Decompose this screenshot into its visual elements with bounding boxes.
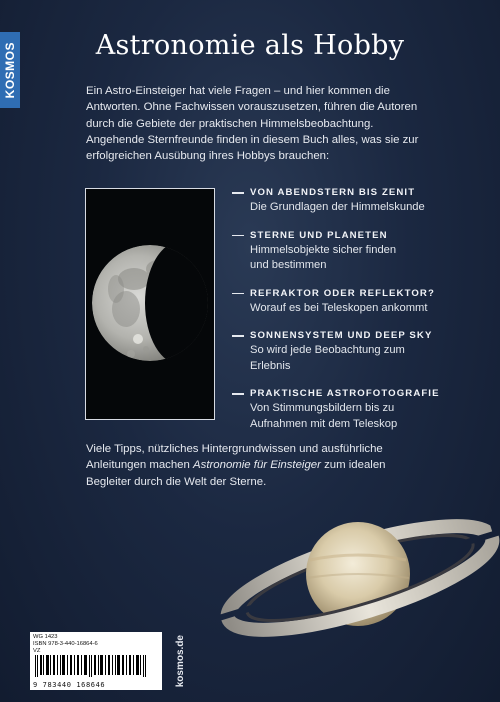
dash-bullet — [232, 393, 244, 395]
moon-image — [86, 189, 213, 418]
vz-code: VZ — [33, 648, 41, 654]
feature-list — [234, 186, 484, 445]
outro-text-start: Viele Tipps, nützliches Hintergrundwissen und ausführliche Anleitungen machen — [86, 443, 383, 472]
isbn: ISBN 978-3-440-16864-6 — [33, 641, 98, 647]
website — [174, 632, 186, 690]
feature-text: Von Stimmungsbildern bis zu Aufnahmen mit dem Teleskop — [250, 402, 398, 430]
outro-text-end: zum idealen Begleiter durch die Welt der Sterne. — [86, 459, 386, 488]
moon-photo — [85, 188, 215, 420]
website-url: kosmos.de — [174, 634, 186, 688]
list-item — [234, 329, 484, 374]
barcode-label — [30, 632, 162, 690]
saturn-image — [210, 500, 500, 650]
book-title: Astronomie als Hobby — [95, 30, 405, 61]
feature-heading: STERNE UND PLANETEN — [250, 229, 388, 241]
list-item — [234, 229, 484, 274]
feature-text: Die Grundlagen der Himmelskunde — [250, 201, 425, 213]
barcode-icon — [33, 655, 153, 677]
outro-paragraph — [86, 441, 426, 490]
barcode-digits: 9 783440 168646 — [33, 681, 106, 689]
feature-heading: SONNENSYSTEM UND DEEP SKY — [250, 330, 433, 341]
feature-text: Himmelsobjekte sicher finden und bestimmen — [250, 243, 397, 271]
feature-heading: PRAKTISCHE ASTROFOTOGRAFIE — [250, 388, 440, 399]
book-title-italic: Astronomie für Einsteiger — [193, 459, 321, 472]
feature-heading: VON ABENDSTERN BIS ZENIT — [250, 187, 416, 198]
dash-bullet — [232, 335, 244, 337]
list-item — [234, 387, 484, 432]
intro-paragraph: Ein Astro-Einsteiger hat viele Fragen – und hier kommen die Antworten. Ohne Fachwissen vorauszusetzen, führen die Autoren durch die Gebiete der praktischen Himmelsbeobachtung. Angehende Sternfreunde finden in diesem Buch alles, was sie zur erfolgreichen Ausübung ihres Hobbys brauchen: — [86, 85, 419, 163]
feature-text: Worauf es bei Teleskopen ankommt — [250, 301, 428, 314]
feature-text: So wird jede Beobachtung zum Erlebnis — [250, 344, 405, 372]
saturn-photo — [210, 500, 500, 650]
dash-bullet — [232, 192, 244, 194]
dash-bullet — [232, 235, 244, 237]
list-item — [234, 287, 484, 317]
product-group: WG 1423 — [33, 634, 58, 640]
dash-bullet — [232, 293, 244, 295]
publisher-logo-text: KOSMOS — [3, 41, 17, 99]
feature-heading: REFRAKTOR ODER REFLEKTOR? — [250, 287, 435, 299]
list-item — [234, 186, 484, 216]
